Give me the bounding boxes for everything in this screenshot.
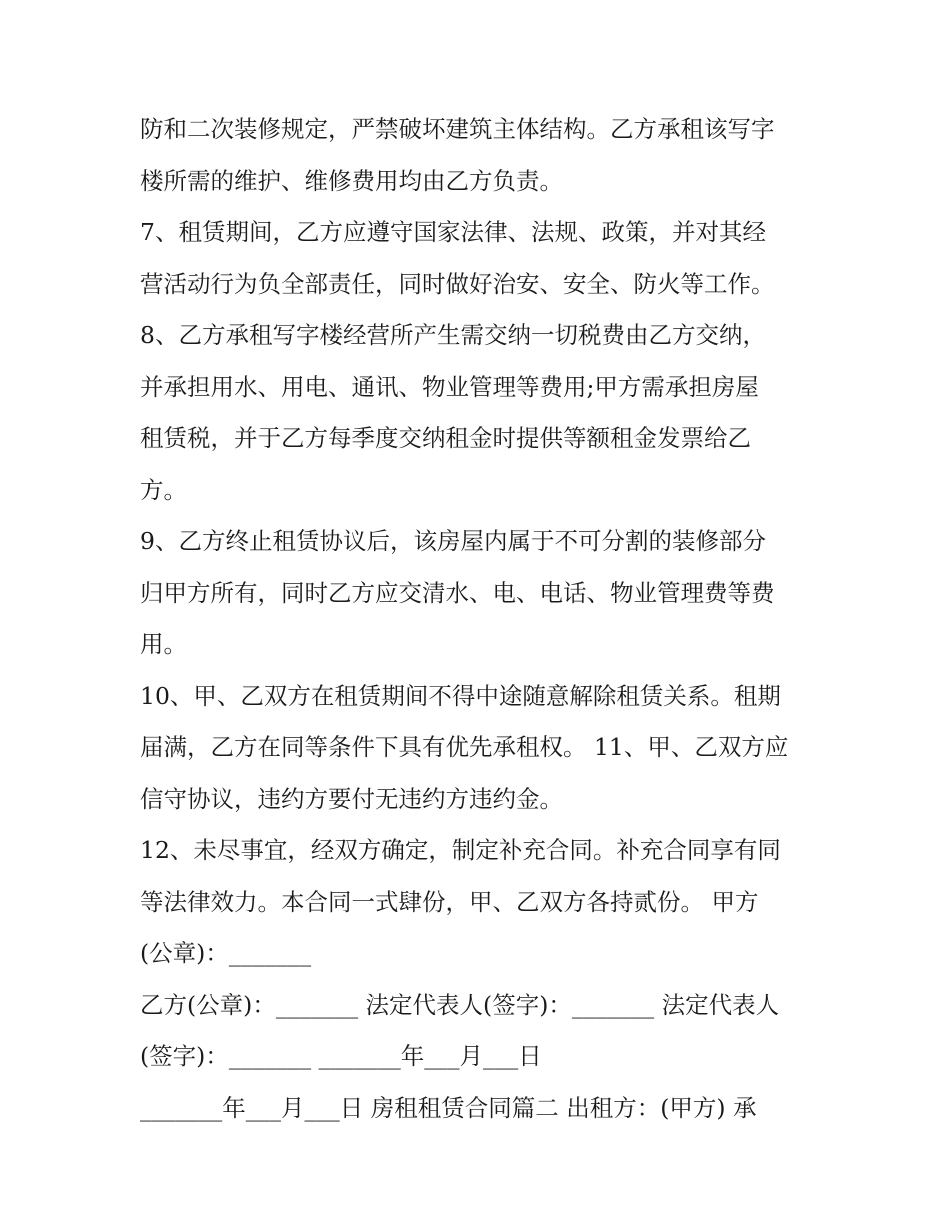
text-line: 租赁税，并于乙方每季度交纳租金时提供等额租金发票给乙 (140, 424, 751, 452)
text-line: 8、乙方承租写字楼经营所产生需交纳一切税费由乙方交纳， (140, 321, 766, 349)
text-line: 10、甲、乙双方在租赁期间不得中途随意解除租赁关系。租期 (140, 681, 781, 710)
text-line: 楼所需的维护、维修费用均由乙方负责。 (140, 166, 563, 195)
signature-block (140, 980, 820, 1083)
text-line: 并承担用水、用电、通讯、物业管理等费用;甲方需承担房屋 (140, 372, 759, 401)
date-and-next-contract (140, 1083, 820, 1135)
clause-paragraph (140, 104, 820, 207)
text-line: 用。 (140, 630, 187, 658)
text-line: 归甲方所有，同时乙方应交清水、电、电话、物业管理费等费 (140, 578, 775, 607)
text-line: 9、乙方终止租赁协议后，该房屋内属于不可分割的装修部分 (140, 527, 766, 555)
text-line: 信守协议，违约方要付无违约方违约金。 (140, 784, 563, 813)
text-line: (公章)：_______ (140, 939, 312, 967)
text-line: (签字)：_______ _______年___月___日 (140, 1042, 542, 1070)
clause-9 (140, 516, 820, 671)
clause-12 (140, 825, 820, 980)
contract-body (140, 104, 820, 1134)
clause-10-11 (140, 671, 820, 826)
text-line: 届满，乙方在同等条件下具有优先承租权。 11、甲、乙双方应 (140, 733, 789, 761)
text-line: 12、未尽事宜，经双方确定，制定补充合同。补充合同享有同 (140, 836, 781, 864)
text-line: _______年___月___日 房租租赁合同篇二 出租方：(甲方) 承 (140, 1093, 757, 1122)
clause-8 (140, 310, 820, 516)
text-line: 防和二次装修规定，严禁破坏建筑主体结构。乙方承租该写字 (140, 115, 775, 143)
text-line: 乙方(公章)：_______ 法定代表人(签字)：_______ 法定代表人 (140, 990, 780, 1019)
text-line: 7、租赁期间，乙方应遵守国家法律、法规、政策，并对其经 (140, 218, 766, 246)
clause-7 (140, 207, 820, 310)
text-line: 营活动行为负全部责任，同时做好治安、安全、防火等工作。 (140, 269, 775, 298)
text-line: 方。 (140, 475, 187, 504)
text-line: 等法律效力。本合同一式肆份，甲、乙双方各持贰份。 甲方 (140, 887, 759, 916)
